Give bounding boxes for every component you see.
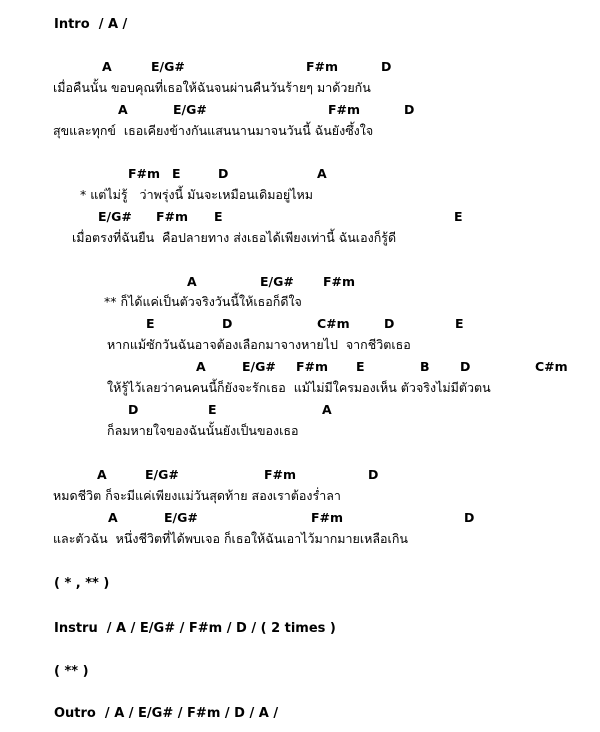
chord: F#m bbox=[306, 59, 339, 74]
repeat-marker: ( ** ) bbox=[54, 664, 89, 679]
chord: A bbox=[108, 510, 118, 525]
chord: E bbox=[146, 316, 155, 331]
lyric-line: หากแม้ซักวันฉันอาจต้องเลือกมาจางหายไป จากชีวิตเธอ bbox=[107, 337, 411, 352]
chord: D bbox=[218, 166, 229, 181]
repeat-marker: ( * , ** ) bbox=[54, 576, 110, 591]
instru-line: Instru / A / E/G# / F#m / D / ( 2 times ) bbox=[54, 621, 336, 636]
lyric-line: หมดชีวิต ก็จะมีแค่เพียงแม่วันสุดท้าย สองเราต้องร่ำลา bbox=[53, 488, 341, 503]
lyric-line: สุขและทุกข์ เธอเคียงข้างกันแสนนานมาจนวันนี้ ฉันยังซึ้งใจ bbox=[53, 123, 374, 138]
chord: A bbox=[118, 102, 128, 117]
chord: D bbox=[460, 359, 471, 374]
chord: A bbox=[97, 467, 107, 482]
chord: C#m bbox=[535, 359, 568, 374]
chord: D bbox=[128, 402, 139, 417]
lyric-line: เมื่อคืนนั้น ขอบคุณที่เธอให้ฉันจนผ่านคืนวันร้ายๆ มาด้วยกัน bbox=[53, 80, 371, 95]
chord: E/G# bbox=[164, 510, 198, 525]
chord: E/G# bbox=[242, 359, 276, 374]
lyric-line: เมื่อตรงที่ฉันยืน คือปลายทาง ส่งเธอได้เพียงเท่านี้ ฉันเองก็รู้ดี bbox=[72, 230, 397, 245]
chord: A bbox=[102, 59, 112, 74]
chord: A bbox=[187, 274, 197, 289]
chord: E bbox=[454, 209, 463, 224]
lyric-line: * แต่ไม่รู้ ว่าพรุ่งนี้ มันจะเหมือนเดิมอยู่ไหม bbox=[80, 187, 314, 202]
chord: D bbox=[222, 316, 233, 331]
chord: D bbox=[384, 316, 395, 331]
lyric-line: และตัวฉัน หนึ่งชีวิตที่ได้พบเจอ ก็เธอให้ฉันเอาไว้มากมายเหลือเกิน bbox=[53, 531, 408, 546]
chord: D bbox=[368, 467, 379, 482]
chord: E bbox=[208, 402, 217, 417]
chord: F#m bbox=[156, 209, 189, 224]
chord: F#m bbox=[311, 510, 344, 525]
chord: E/G# bbox=[260, 274, 294, 289]
chord: F#m bbox=[264, 467, 297, 482]
lyric-line: ให้รู้ไว้เลยว่าคนคนนี้ก็ยังจะรักเธอ แม้ไม่มีใครมองเห็น ตัวจริงไม่มีตัวตน bbox=[107, 380, 491, 395]
chord: E/G# bbox=[98, 209, 132, 224]
chord: E/G# bbox=[173, 102, 207, 117]
chord: C#m bbox=[317, 316, 350, 331]
chord: E bbox=[356, 359, 365, 374]
chord: F#m bbox=[296, 359, 329, 374]
chord: E bbox=[214, 209, 223, 224]
chord: E/G# bbox=[145, 467, 179, 482]
intro-line: Intro / A / bbox=[54, 17, 128, 32]
chord: D bbox=[381, 59, 392, 74]
chord: F#m bbox=[128, 166, 161, 181]
chord: E bbox=[172, 166, 181, 181]
lyric-line: ก็ลมหายใจของฉันนั้นยังเป็นของเธอ bbox=[107, 423, 299, 438]
chord: F#m bbox=[328, 102, 361, 117]
outro-line: Outro / A / E/G# / F#m / D / A / bbox=[54, 706, 279, 721]
chord: E bbox=[455, 316, 464, 331]
chord: B bbox=[420, 359, 430, 374]
chord: F#m bbox=[323, 274, 356, 289]
lyric-line: ** ก็ได้แค่เป็นตัวจริงวันนี้ให้เธอก็ดีใจ bbox=[104, 294, 302, 309]
chord: A bbox=[196, 359, 206, 374]
chord: D bbox=[464, 510, 475, 525]
chord: A bbox=[317, 166, 327, 181]
chord: D bbox=[404, 102, 415, 117]
chord: E/G# bbox=[151, 59, 185, 74]
chord: A bbox=[322, 402, 332, 417]
